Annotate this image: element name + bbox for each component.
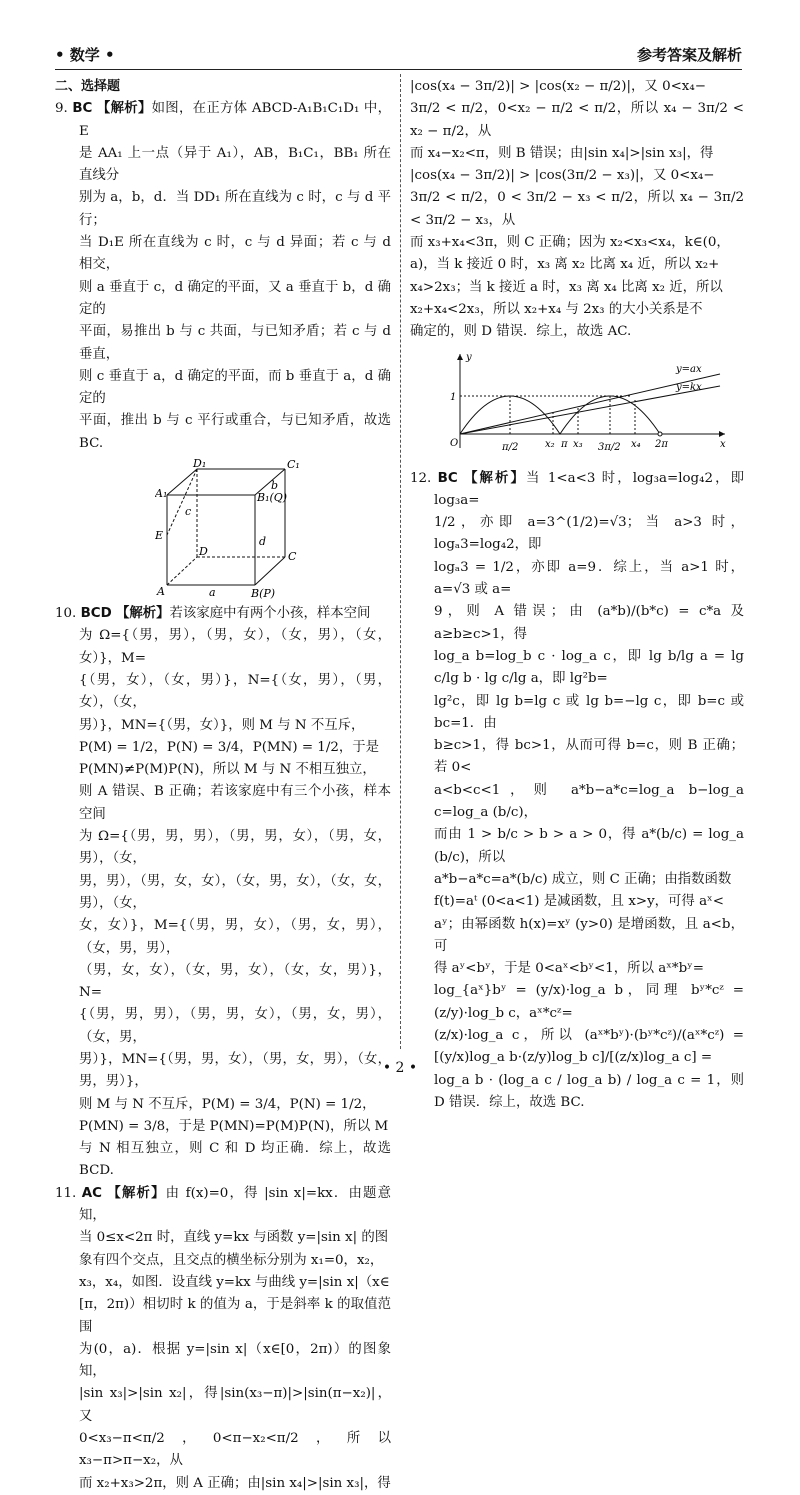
q10-line: P(M) = 1/2，P(N) = 3/4，P(MN) = 1/2，于是 (79, 739, 380, 755)
q10-line: 为 Ω={（男，男），（男，女），（女，男），（女，女）}，M= (79, 628, 391, 666)
q11-line: 当 0≤x<2π 时，直线 y=kx 与函数 y=|sin x| 的图 (79, 1230, 389, 1246)
q10-line: P(MN)≠P(M)P(N)，所以 M 与 N 不相互独立， (79, 762, 376, 778)
q12-line: f(t)=aᵗ (0<a<1) 是减函数，且 x>y，可得 aˣ< (434, 894, 724, 910)
label-e: E (155, 529, 164, 543)
label-a1: A₁ (155, 487, 168, 501)
q10-line: 则 A 错误、B 正确；若该家庭中有三个小孩，样本空间 (79, 784, 391, 822)
q11-line: [π，2π)）相切时 k 的值为 a，于是斜率 k 的取值范围 (79, 1297, 391, 1335)
label-pi: π (561, 438, 568, 450)
q11-line: 而 x₄−x₂<π，则 B 错误；由|sin x₄|>|sin x₃|，得 (410, 145, 714, 161)
q9-line: 是 AA₁ 上一点（异于 A₁），AB，B₁C₁，BB₁ 所在直线分 (79, 145, 391, 184)
q11-line: |sin x₃|>|sin x₂|，得|sin(x₃−π)|>|sin(π−x₂)|，又 (79, 1386, 391, 1424)
q11-line: 3π/2 < π/2，0<x₂ − π/2 < π/2，所以 x₄ − 3π/2 < x₂ − π/2，从 (410, 101, 744, 139)
q9-tag: 【解析】 (96, 101, 152, 117)
q9-line: 则 a 垂直于 c，d 确定的平面，又 a 垂直于 b，d 确定的 (79, 279, 391, 317)
right-column (410, 76, 744, 1114)
q10-line: 则 M 与 N 不互斥，P(M) = 3/4，P(N) = 1/2， (79, 1096, 376, 1112)
label-edge-d: d (259, 535, 267, 549)
q11-line: 0<x₃−π<π/2，0<π−x₂<π/2，所以 x₃−π>π−x₂，从 (79, 1431, 391, 1469)
label-x4: x₄ (631, 438, 641, 450)
q10-line: 男，男），（男，女，女），（女，男，女），（女，女，男），（女， (79, 873, 391, 911)
q10-line: 女，女）}，M={（男，男，女），（男，女，男），（女，男，男）， (79, 918, 391, 956)
label-d: D (199, 545, 208, 559)
page-number: • 2 • (382, 1060, 418, 1076)
q11-answer: AC (81, 1185, 102, 1201)
question-12 (410, 468, 744, 1115)
q12-line: 得 aʸ<bʸ，于是 0<aˣ<bʸ<1，所以 aˣ*bʸ= (434, 961, 705, 977)
q11-line: 而 x₂+x₃>2π，则 A 正确；由|sin x₄|>|sin x₃|，得 (79, 1475, 391, 1491)
q11-line: 为(0，a)．根据 y=|sin x|（x∈[0，2π)）的图象知， (79, 1341, 391, 1380)
q11-line: |cos(x₄ − 3π/2)| > |cos(3π/2 − x₃)|，又 0<x₄− (410, 168, 715, 184)
sine-graph-figure (430, 350, 730, 460)
q9-line: 如图，在正方体 ABCD-A₁B₁C₁D₁ 中，E (79, 101, 391, 139)
q11-line: |cos(x₄ − 3π/2)| > |cos(x₂ − π/2)|，又 0<x₄− (410, 79, 706, 94)
label-edge-c: c (185, 505, 192, 519)
q10-answer: BCD (80, 606, 112, 622)
label-y: y (466, 351, 472, 363)
q12-line: 当 1<a<3 时，log₃a=log₄2，即 log₃a= (434, 470, 744, 508)
q9-line: 平面，推出 b 与 c 平行或重合，与已知矛盾，故选 BC. (79, 413, 391, 451)
label-d1: D₁ (193, 459, 207, 471)
edge-bc (255, 557, 285, 585)
q12-line: b≥c>1，得 bc>1，从而可得 b=c，则 B 正确；若 0< (434, 738, 744, 776)
edge-a1d1 (167, 469, 197, 495)
label-edge-b: b (271, 479, 279, 493)
header-rule (55, 69, 742, 70)
label-bp: B(P) (251, 587, 276, 600)
q12-line: log_{aˣ}bʸ = (y/x)·log_a b，同理 bʸ*cᶻ = (z/y)·log_b c，aˣ*cᶻ= (434, 983, 744, 1021)
label-y-ax: y=ax (676, 363, 702, 375)
q12-line: log_a b · (log_a c / log_a b) / log_a c = 1，则 D 错误．综上，故选 BC. (434, 1072, 744, 1110)
q12-number: 12. (410, 470, 432, 486)
label-b1q: B₁(Q) (257, 491, 288, 505)
q11-line: 而 x₃+x₄<3π，则 C 正确；因为 x₂<x₃<x₄，k∈(0， (410, 235, 730, 251)
label-edge-a: a (209, 586, 216, 600)
label-a: A (157, 585, 165, 599)
q10-line: 与 N 相互独立，则 C 和 D 均正确．综上，故选 BCD. (79, 1141, 391, 1179)
q9-line: 当 D₁E 所在直线为 c 时，c 与 d 异面；若 c 与 d 相交， (79, 235, 391, 273)
q12-line: aʸ；由幂函数 h(x)=xʸ (y>0) 是增函数，且 a<b，可 (434, 916, 744, 954)
q11-line: x₄>2x₃；当 k 接近 a 时，x₃ 离 x₄ 比离 x₂ 近，所以 (410, 279, 723, 295)
q10-line: 为 Ω={（男，男，男），（男，男，女），（男，女，男），（女， (79, 829, 391, 867)
q12-line: lg²c，即 lg b=lg c 或 lg b=−lg c，即 b=c 或 bc=1．由 (434, 693, 744, 731)
q10-number: 10. (55, 606, 77, 622)
label-origin: O (450, 437, 459, 449)
q12-line: log_a b=log_b c · log_a c，即 lg b/lg a = lg c/lg b · lg c/lg a，即 lg²b= (434, 648, 744, 687)
x-axis-arrow (719, 431, 725, 437)
question-9 (55, 98, 391, 599)
q11-line: x₂+x₄<2x₃，所以 x₂+x₄ 与 2x₃ 的大小关系是不 (410, 301, 703, 317)
q11-line: 确定的，则 D 错误．综上，故选 AC. (410, 324, 632, 340)
label-one: 1 (450, 391, 457, 403)
edge-ad (167, 557, 197, 585)
q11-line: 由 f(x)=0，得 |sin x|=kx．由题意知， (79, 1185, 391, 1224)
q12-answer: BC (437, 470, 458, 486)
q10-line: {（男，男，男），（男，男，女），（男，女，男），（女，男， (79, 1007, 391, 1045)
question-10 (55, 603, 391, 1183)
q9-answer: BC (72, 101, 93, 117)
q11-line: 3π/2 < π/2，0 < 3π/2 − x₃ < π/2，所以 x₄ − 3π/2 < 3π/2 − x₃，从 (410, 190, 744, 228)
q11-number: 11. (55, 1185, 77, 1201)
label-x2: x₂ (545, 438, 555, 450)
section-heading: 二、选择题 (55, 79, 121, 94)
question-11-continued (410, 76, 744, 460)
q12-line: a*b−a*c=a*(b/c) 成立，则 C 正确；由指数函数 (434, 871, 732, 887)
q11-line: x₃，x₄，如图．设直线 y=kx 与曲线 y=|sin x|（x∈ (79, 1274, 390, 1290)
line-y-kx (460, 386, 720, 434)
q12-line: a<b<c<1，则 a*b−a*c=log_a b−log_a c=log_a (b/c)， (434, 782, 744, 821)
q11-tag: 【解析】 (107, 1185, 166, 1201)
open-point-2pi (658, 432, 662, 436)
q10-line: 男）}，MN={（男，男，女），（男，女，男），（女，男，男）}， (79, 1051, 391, 1090)
q12-line: 而由 1 > b/c > b > a > 0，得 a*(b/c) = log_a (b/c)，所以 (434, 827, 744, 865)
q10-line: （男，女，女），（女，男，女），（女，女，男）}，N= (79, 962, 391, 1001)
q10-line: {（男，女），（女，男）}，N={（女，男），（男，女），（女， (79, 672, 391, 711)
q12-line: (z/x)·log_a c，所以 (aˣ*bʸ)·(bʸ*cᶻ)/(aˣ*cᶻ) = [(y/x)log_a b·(z/y)log_b c]/[(z/x)log_a c] = (434, 1027, 744, 1066)
subject-label: • 数学 • (55, 46, 115, 64)
label-two-pi: 2π (655, 438, 668, 450)
q9-line: 则 c 垂直于 a，d 确定的平面，而 b 垂直于 a，d 确定的 (79, 368, 391, 407)
q9-line: 别为 a，b，d．当 DD₁ 所在直线为 c 时，c 与 d 平行； (79, 190, 391, 228)
q10-line: 男）}，MN={（男，女）}，则 M 与 N 不互斥， (79, 717, 365, 733)
label-three-half-pi: 3π/2 (598, 441, 621, 453)
cube-figure (155, 459, 315, 599)
q9-number: 9. (55, 101, 68, 117)
q12-line: logₐ3 = 1/2，亦即 a=9．综上，当 a>1 时，a=√3 或 a= (434, 559, 744, 598)
left-column (55, 76, 391, 1495)
q11-line: a)，当 k 接近 0 时，x₃ 离 x₂ 比离 x₄ 近，所以 x₂+ (410, 257, 720, 273)
y-axis-arrow (457, 354, 463, 360)
label-x3: x₃ (573, 438, 583, 450)
label-c1: C₁ (287, 459, 300, 472)
edge-d1e (167, 469, 197, 535)
q12-line: 1/2，亦即 a=3^(1/2)=√3；当 a>3 时，logₐ3=log₄2，即 (434, 515, 744, 553)
q10-line: 若该家庭中有两个小孩，样本空间 (169, 606, 371, 622)
column-divider (400, 74, 401, 1049)
section-title-header: 参考答案及解析 (636, 46, 742, 64)
q12-tag: 【解析】 (464, 470, 527, 486)
q10-tag: 【解析】 (115, 606, 170, 622)
question-11-start (55, 1183, 391, 1495)
q11-line: 象有四个交点，且交点的横坐标分别为 x₁=0，x₂， (79, 1252, 384, 1268)
q9-line: 平面，易推出 b 与 c 共面，与已知矛盾；若 c 与 d 垂直， (79, 324, 391, 362)
label-half-pi: π/2 (502, 441, 519, 453)
label-y-kx: y=kx (676, 381, 702, 393)
label-c: C (288, 550, 297, 564)
label-x: x (720, 438, 726, 450)
q10-line: P(MN) = 3/8，于是 P(MN)=P(M)P(N)，所以 M (79, 1118, 389, 1134)
page-header (55, 40, 742, 68)
q12-line: 9，则 A 错误；由 (a*b)/(b*c) = c*a 及 a≥b≥c>1，得 (434, 604, 744, 642)
